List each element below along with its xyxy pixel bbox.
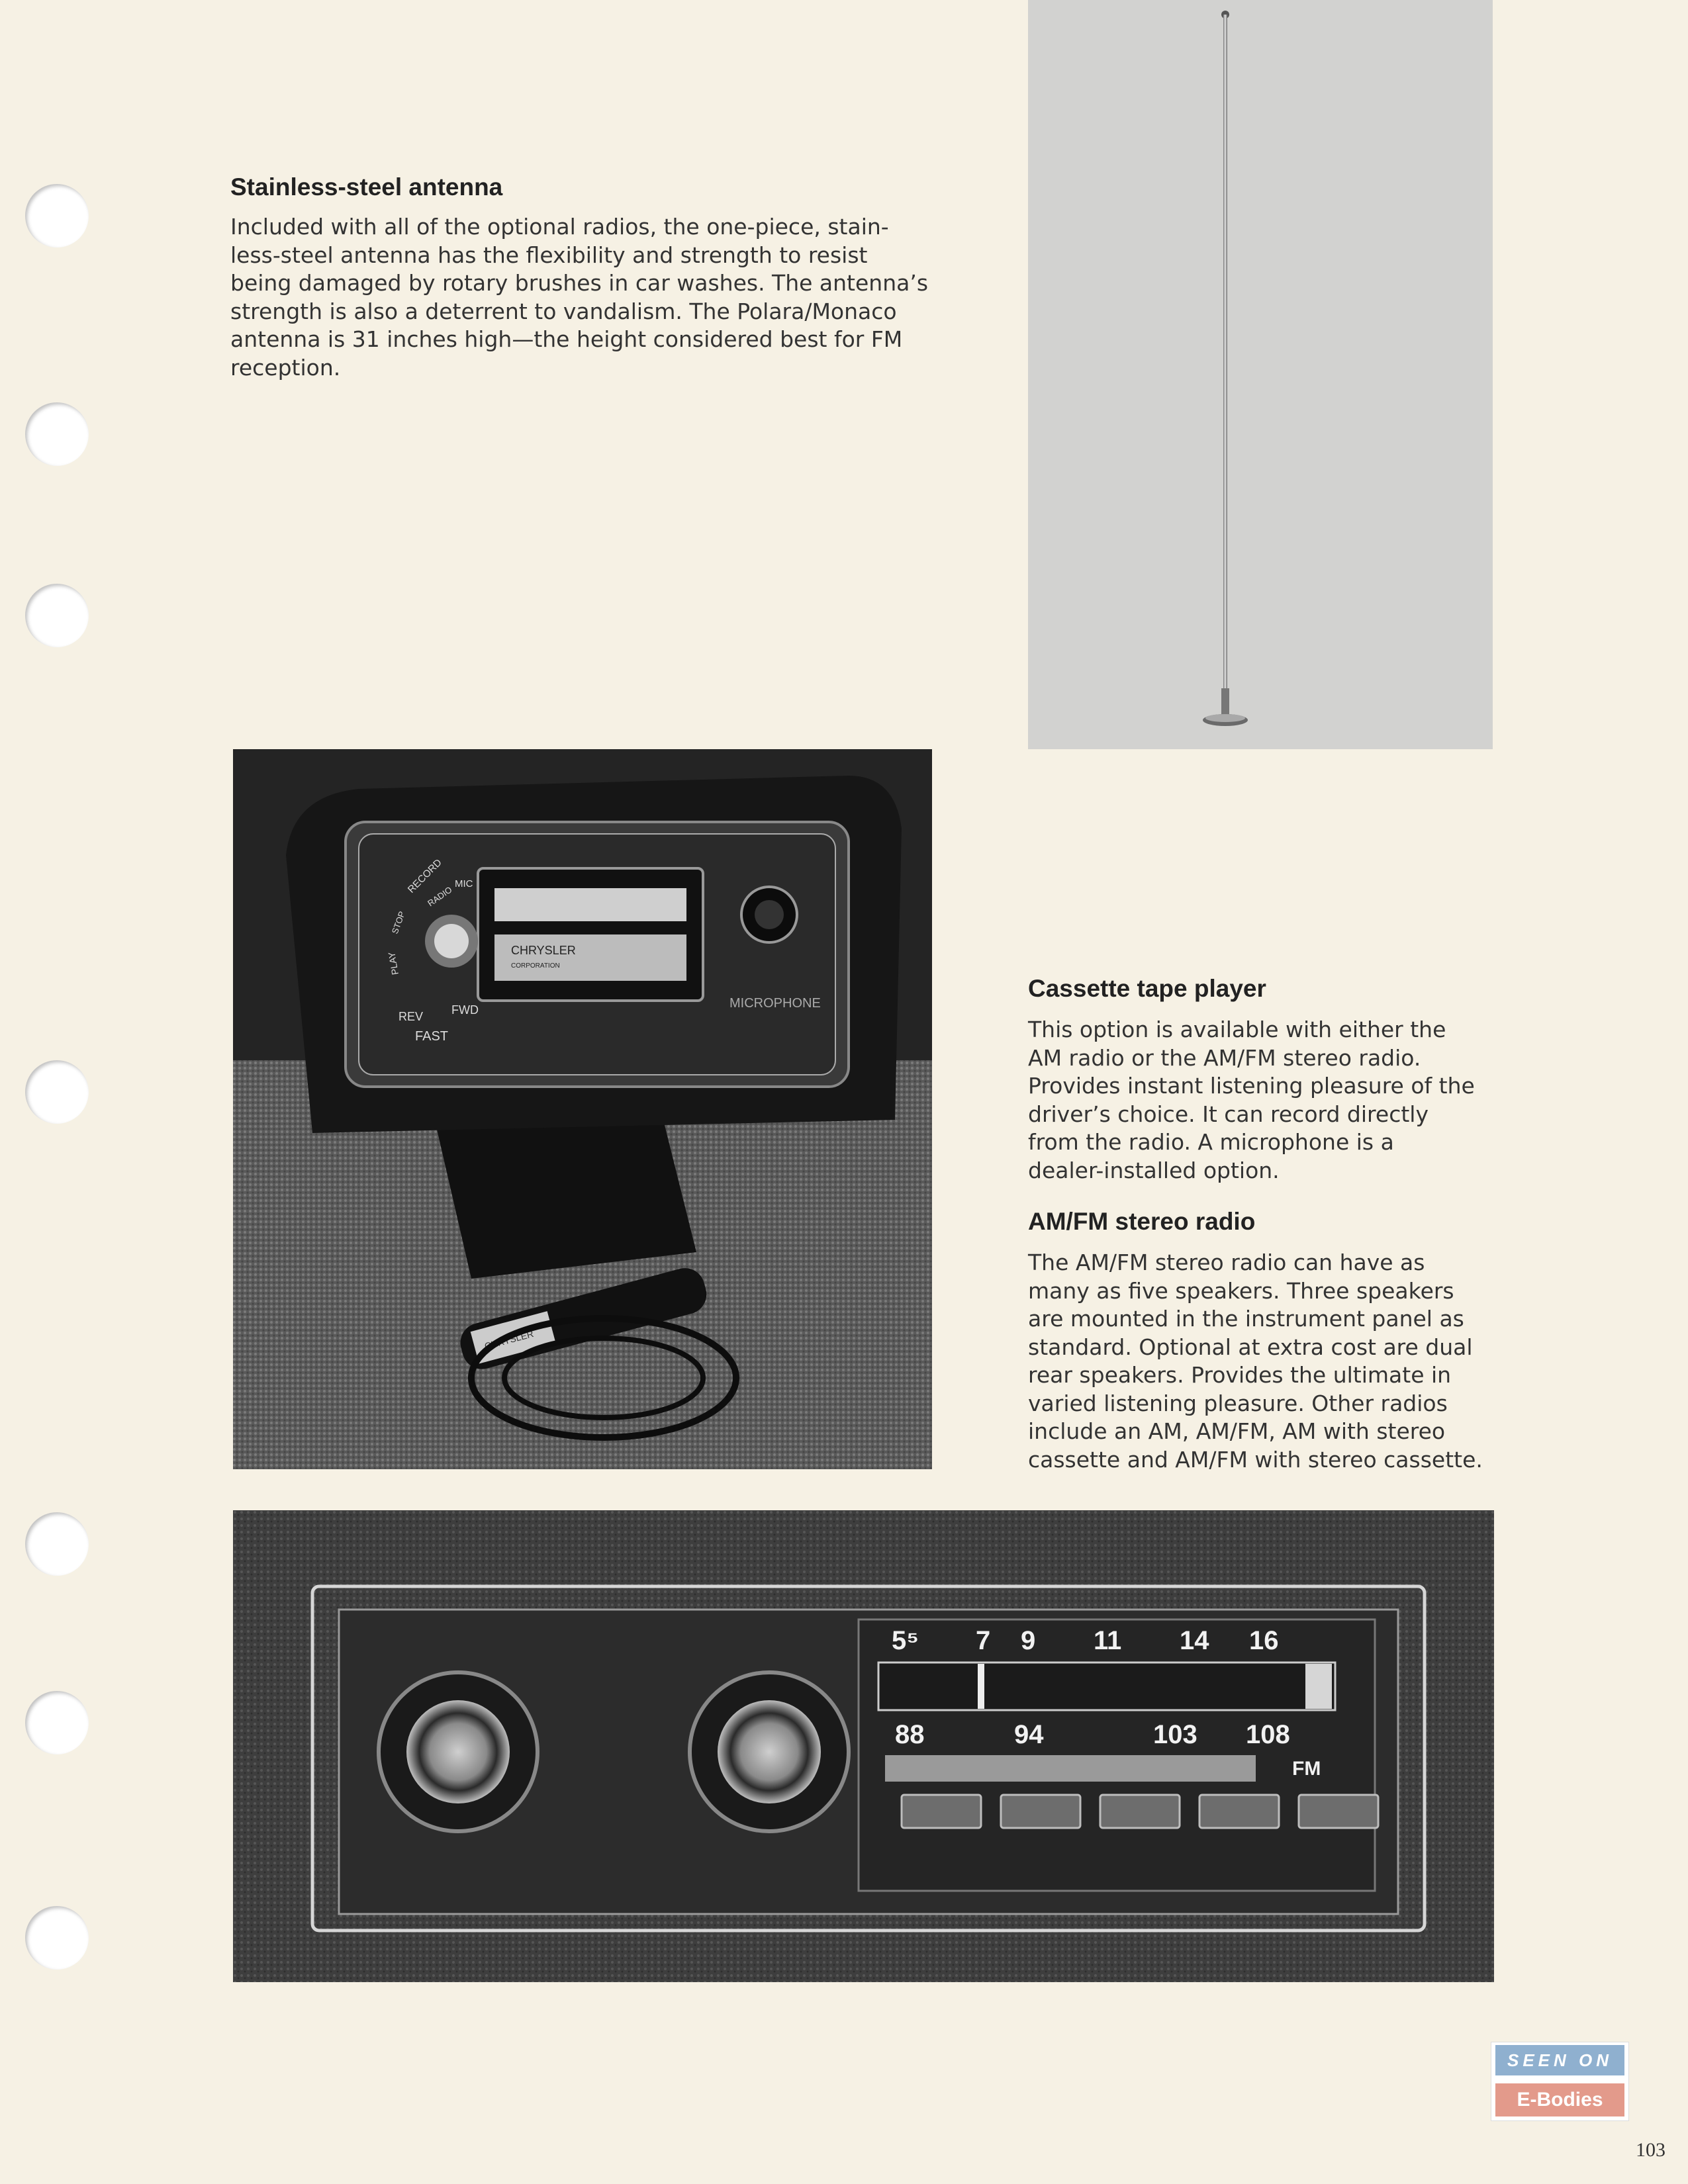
fwd-label: FWD	[451, 1003, 479, 1017]
fm-scale-label: 94	[1014, 1720, 1044, 1749]
stereo-line: standard. Optional at extra cost are dual	[1028, 1334, 1473, 1360]
radio-illustration	[233, 1510, 1494, 1982]
knob-label-radio: RADIO	[426, 884, 454, 909]
cassette-brand-sub: CORPORATION	[511, 962, 560, 970]
cassette-line: dealer-installed option.	[1028, 1157, 1280, 1183]
cassette-line: driver’s choice. It can record directly	[1028, 1101, 1429, 1127]
page-number: 103	[1636, 2139, 1665, 2161]
stereo-line: are mounted in the instrument panel as	[1028, 1306, 1464, 1332]
cassette-line: from the radio. A microphone is a	[1028, 1129, 1394, 1155]
punch-hole	[25, 402, 89, 466]
stereo-line: rear speakers. Provides the ultimate in	[1028, 1362, 1452, 1388]
stereo-body	[1028, 1249, 1493, 1474]
seen-on-e-bodies-badge	[1491, 2042, 1629, 2121]
stereo-heading: AM/FM stereo radio	[1028, 1208, 1256, 1235]
am-scale-label: 14	[1180, 1626, 1209, 1655]
stereo-line: The AM/FM stereo radio can have as	[1028, 1250, 1425, 1275]
antenna-line: being damaged by rotary brushes in car washes. The antenna’s	[230, 270, 929, 296]
cassette-player-photo	[233, 749, 932, 1469]
knob-label-stop: STOP	[389, 909, 407, 936]
am-scale-label: 5⁵	[892, 1626, 919, 1655]
punch-hole	[25, 584, 89, 647]
microphone-label: MICROPHONE	[729, 996, 821, 1011]
antenna-line: antenna is 31 inches high—the height considered best for FM	[230, 326, 903, 352]
knob-label-record: RECORD	[405, 856, 444, 895]
antenna-heading: Stainless-steel antenna	[230, 173, 503, 201]
badge-top-text: SEEN ON	[1495, 2045, 1624, 2075]
radio-photo	[233, 1510, 1494, 1982]
antenna-line: reception.	[230, 354, 341, 381]
am-scale-label: 7	[976, 1626, 991, 1655]
fm-indicator-label: FM	[1292, 1758, 1321, 1780]
stereo-line: varied listening pleasure. Other radios	[1028, 1390, 1448, 1416]
am-scale-label: 16	[1249, 1626, 1279, 1655]
antenna-photo	[1028, 0, 1493, 749]
punch-hole	[25, 1512, 89, 1576]
punch-hole	[25, 1060, 89, 1124]
punch-hole	[25, 1691, 89, 1754]
rev-label: REV	[399, 1010, 424, 1023]
knob-label-mic: MIC	[455, 878, 473, 889]
badge-bottom-text: E-Bodies	[1495, 2083, 1624, 2116]
punch-hole	[25, 184, 89, 248]
cassette-body	[1028, 1016, 1493, 1185]
cassette-illustration	[233, 749, 932, 1469]
fm-scale-label: 103	[1153, 1720, 1197, 1749]
am-scale-label: 11	[1094, 1626, 1122, 1655]
punch-hole	[25, 1906, 89, 1970]
stereo-line: many as five speakers. Three speakers	[1028, 1277, 1454, 1304]
antenna-line: strength is also a deterrent to vandalism. The Polara/Monaco	[230, 298, 897, 324]
antenna-line: less-steel antenna has the flexibility and strength to resist	[230, 242, 868, 268]
cassette-brand-label: CHRYSLER	[511, 944, 576, 957]
fast-label: FAST	[415, 1029, 449, 1044]
fm-scale-label: 108	[1246, 1720, 1290, 1749]
cassette-line: AM radio or the AM/FM stereo radio.	[1028, 1044, 1421, 1071]
fm-scale-label: 88	[895, 1720, 925, 1749]
cassette-heading: Cassette tape player	[1028, 975, 1266, 1002]
knob-label-play: PLAY	[386, 951, 400, 976]
mic-brand-label: CHRYSLER	[483, 1328, 535, 1352]
stereo-line: cassette and AM/FM with stereo cassette.	[1028, 1446, 1483, 1473]
cassette-line: Provides instant listening pleasure of the	[1028, 1073, 1475, 1099]
antenna-body	[230, 213, 929, 382]
stereo-line: include an AM, AM/FM, AM with stereo	[1028, 1418, 1446, 1444]
am-scale-label: 9	[1021, 1626, 1036, 1655]
antenna-illustration	[1028, 0, 1493, 749]
cassette-line: This option is available with either the	[1028, 1017, 1446, 1042]
antenna-line: Included with all of the optional radios, the one-piece, stain-	[230, 214, 889, 240]
